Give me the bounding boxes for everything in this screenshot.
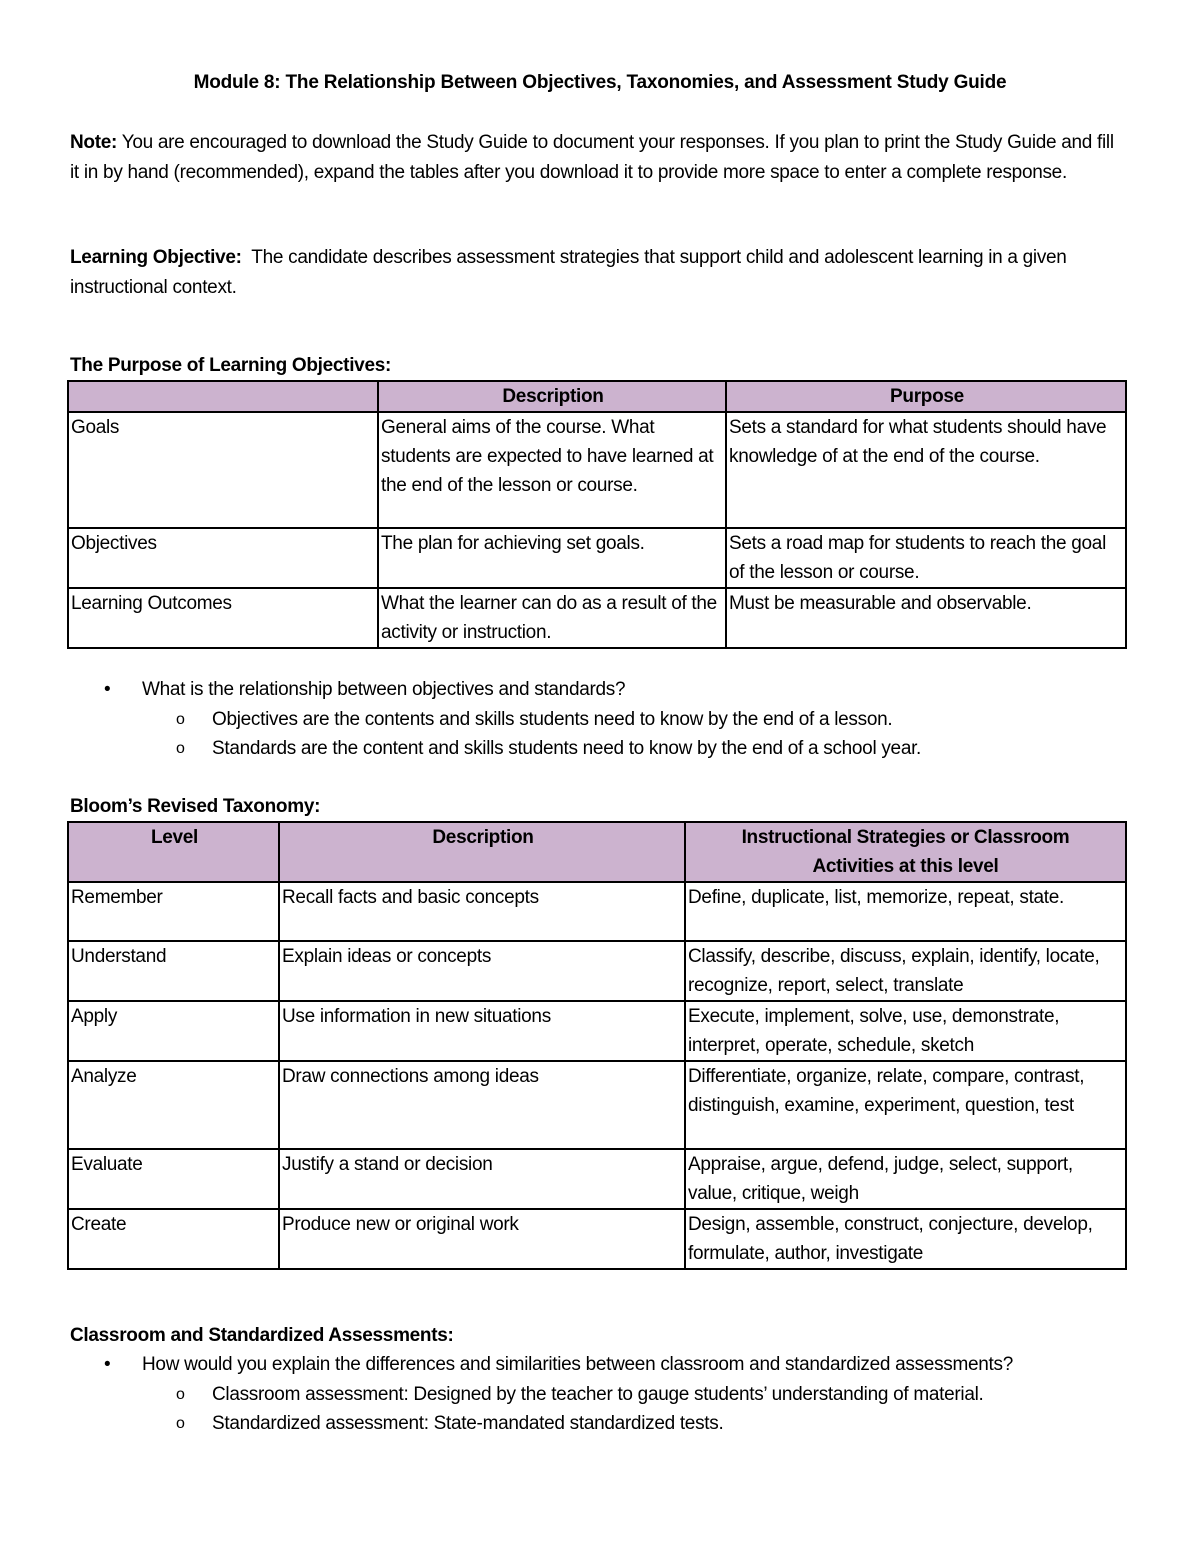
cell-level: Evaluate — [68, 1149, 279, 1209]
list-item — [70, 705, 1130, 735]
note-text: You are encouraged to download the Study Guide to document your responses. If you plan to print the Study Guide and fill it in by hand (recommended), expand the tables after you download it to provide more space to enter a complete response. — [70, 132, 1114, 183]
answer-text: Standards are the content and skills students need to know by the end of a school year. — [212, 738, 922, 759]
header-cell-activities: Instructional Strategies or Classroom Activities at this level — [685, 822, 1126, 882]
learning-objective-text: The candidate describes assessment strategies that support child and adolescent learning in a given instructional context. — [70, 247, 1072, 298]
cell-level: Understand — [68, 941, 279, 1001]
list-item — [70, 675, 1130, 705]
bullet-icon: • — [104, 679, 111, 700]
learning-objective-paragraph — [70, 243, 1126, 302]
table-row — [68, 412, 1126, 528]
purpose-table-header — [68, 381, 1126, 412]
cell-level: Apply — [68, 1001, 279, 1061]
blooms-table-header — [68, 822, 1126, 882]
assessments-list — [70, 1350, 1130, 1439]
learning-objective-label: Learning Objective: — [70, 247, 242, 268]
table-row — [68, 1209, 1126, 1269]
hollow-bullet-icon: o — [176, 710, 185, 728]
cell-level: Create — [68, 1209, 279, 1269]
table-row — [68, 528, 1126, 588]
header-cell-description: Description — [378, 381, 726, 412]
cell-activities: Classify, describe, discuss, explain, identify, locate, recognize, report, select, translate — [685, 941, 1126, 1001]
hollow-bullet-icon: o — [176, 1415, 185, 1432]
cell-description: What the learner can do as a result of the activity or instruction. — [378, 588, 726, 648]
list-item — [70, 1350, 1042, 1380]
cell-activities: Execute, implement, solve, use, demonstrate, interpret, operate, schedule, sketch — [685, 1001, 1126, 1061]
hollow-bullet-icon: o — [176, 740, 185, 757]
cell-purpose: Must be measurable and observable. — [726, 588, 1126, 648]
bullet-icon: • — [104, 1354, 111, 1375]
table-row — [68, 1061, 1126, 1149]
cell-description: Explain ideas or concepts — [279, 941, 685, 1001]
cell-term: Goals — [68, 412, 378, 528]
cell-level: Remember — [68, 882, 279, 941]
cell-term: Objectives — [68, 528, 378, 588]
cell-purpose: Sets a standard for what students should have knowledge of at the end of the course. — [726, 412, 1126, 528]
cell-description: Draw connections among ideas — [279, 1061, 685, 1149]
cell-term: Learning Outcomes — [68, 588, 378, 648]
assessments-heading: Classroom and Standardized Assessments: — [70, 1325, 454, 1346]
cell-activities: Define, duplicate, list, memorize, repeat, state. — [685, 882, 1126, 941]
relationship-list — [70, 675, 1130, 764]
table-row — [68, 941, 1126, 1001]
table-row — [68, 588, 1126, 648]
blooms-heading: Bloom’s Revised Taxonomy: — [70, 796, 321, 817]
header-cell-description: Description — [279, 822, 685, 882]
document-title: Module 8: The Relationship Between Objectives, Taxonomies, and Assessment Study Guide — [193, 72, 1007, 93]
header-cell-term — [68, 381, 378, 412]
note-label: Note: — [70, 132, 118, 153]
answer-text: Standardized assessment: State-mandated standardized tests. — [212, 1413, 724, 1434]
purpose-table — [67, 380, 1127, 649]
cell-purpose: Sets a road map for students to reach the goal of the lesson or course. — [726, 528, 1126, 588]
cell-description: Recall facts and basic concepts — [279, 882, 685, 941]
answer-text: Classroom assessment: Designed by the teacher to gauge students’ understanding of material. — [212, 1383, 984, 1405]
list-item — [70, 1380, 1130, 1410]
cell-activities: Design, assemble, construct, conjecture, develop, formulate, author, investigate — [685, 1209, 1126, 1269]
hollow-bullet-icon: o — [176, 1385, 185, 1403]
table-row — [68, 1001, 1126, 1061]
cell-description: The plan for achieving set goals. — [378, 528, 726, 588]
cell-activities: Appraise, argue, defend, judge, select, support, value, critique, weigh — [685, 1149, 1126, 1209]
list-item — [70, 1409, 1130, 1439]
cell-description: Justify a stand or decision — [279, 1149, 685, 1209]
table-row — [68, 1149, 1126, 1209]
question-text: How would you explain the differences and similarities between classroom and standardized assessments? — [142, 1354, 1013, 1375]
answer-text: Objectives are the contents and skills students need to know by the end of a lesson. — [212, 708, 893, 730]
cell-description: General aims of the course. What students are expected to have learned at the end of the lesson or course. — [378, 412, 726, 528]
note-paragraph — [70, 128, 1126, 187]
cell-description: Use information in new situations — [279, 1001, 685, 1061]
header-cell-level: Level — [68, 822, 279, 882]
cell-level: Analyze — [68, 1061, 279, 1149]
table-row — [68, 882, 1126, 941]
purpose-heading: The Purpose of Learning Objectives: — [70, 355, 392, 376]
list-item — [70, 734, 1130, 764]
cell-description: Produce new or original work — [279, 1209, 685, 1269]
cell-activities: Differentiate, organize, relate, compare, contrast, distinguish, examine, experiment, question, test — [685, 1061, 1126, 1149]
blooms-table — [67, 821, 1127, 1270]
header-cell-purpose: Purpose — [726, 381, 1126, 412]
question-text: What is the relationship between objectives and standards? — [142, 679, 626, 700]
